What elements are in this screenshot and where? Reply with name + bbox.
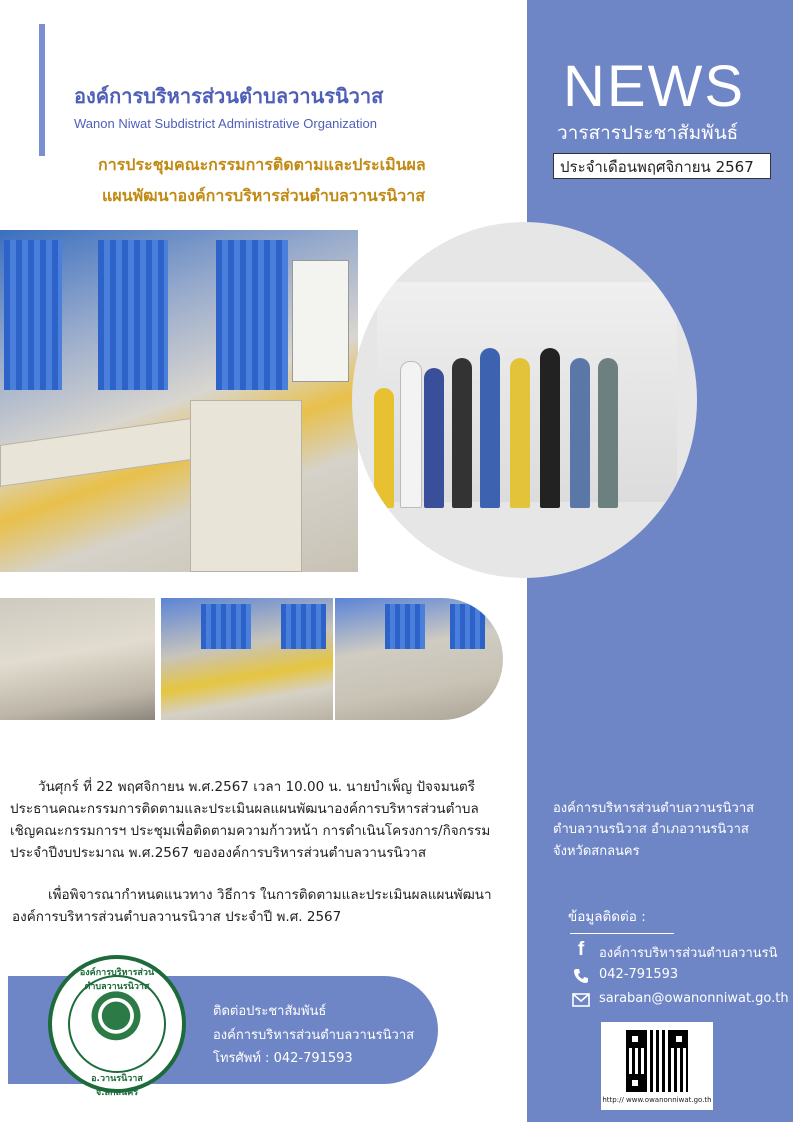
phone-icon <box>572 967 590 985</box>
article-paragraph-1 <box>10 776 520 864</box>
banner-contact-label: ติดต่อประชาสัมพันธ์ <box>213 1004 327 1019</box>
banner-org-name: องค์การบริหารส่วนตำบลวานรนิวาส <box>213 1028 415 1043</box>
address-line-3: จังหวัดสกลนคร <box>553 844 640 859</box>
facebook-icon: f <box>577 939 585 960</box>
contact-heading: ข้อมูลติดต่อ : <box>568 909 646 925</box>
header-accent-bar <box>39 24 45 156</box>
phone-number[interactable]: 042-791593 <box>599 967 679 982</box>
meeting-photo-main <box>0 230 358 572</box>
paragraph-line: เพื่อพิจารณากำหนดแนวทาง วิธีการ ในการติดตามและประเมินผลแผนพัฒนา <box>48 887 492 903</box>
issue-date-box: ประจำเดือนพฤศจิกายน 2567 <box>553 153 771 179</box>
article-paragraph-2 <box>10 884 520 928</box>
paragraph-line: เชิญคณะกรรมการฯ ประชุมเพื่อติดตามความก้าวหน้า การดำเนินโครงการ/กิจกรรม <box>10 823 491 839</box>
meeting-photo-strip-1 <box>0 598 155 720</box>
news-masthead: NEWS <box>563 54 745 119</box>
journal-title: วารสารประชาสัมพันธ์ <box>557 122 739 144</box>
paragraph-line: วันศุกร์ ที่ 22 พฤศจิกายน พ.ศ.2567 เวลา 10.00 น. นายบำเพ็ญ ปัจจมนตรี <box>38 779 475 795</box>
facebook-page-link[interactable]: องค์การบริหารส่วนตำบลวานรนิ <box>599 946 778 961</box>
contact-divider <box>570 933 674 934</box>
seal-text-bottom: อ.วานรนิวาส จ.สกลนคร <box>91 1074 143 1098</box>
website-url: http:// www.owanonniwat.go.th <box>602 1096 712 1104</box>
seal-text-top: องค์การบริหารส่วนตำบลวานรนิวาส <box>79 968 155 992</box>
qr-code-card[interactable] <box>601 1022 713 1110</box>
meeting-photo-strip-2 <box>161 598 333 720</box>
article-title-line-2: แผนพัฒนาองค์การบริหารส่วนตำบลวานรนิวาส <box>102 186 426 205</box>
paragraph-line: องค์การบริหารส่วนตำบลวานรนิวาส ประจำปี พ.ศ. 2567 <box>12 909 342 925</box>
seal-emblem-icon <box>88 991 144 1053</box>
paragraph-line: ประจำปีงบประมาณ พ.ศ.2567 ขององค์การบริหารส่วนตำบลวานรนิวาส <box>10 845 427 861</box>
banner-phone: โทรศัพท์ : 042-791593 <box>213 1051 353 1066</box>
group-photo <box>352 222 697 578</box>
article-title-line-1: การประชุมคณะกรรมการติดตามและประเมินผล <box>98 155 426 174</box>
org-name-thai: องค์การบริหารส่วนตำบลวานรนิวาส <box>74 84 384 108</box>
address-line-1: องค์การบริหารส่วนตำบลวานรนิวาส <box>553 801 755 816</box>
email-address[interactable]: saraban@owanonniwat.go.th <box>599 991 789 1006</box>
meeting-photo-strip-3 <box>335 598 503 720</box>
org-name-english: Wanon Niwat Subdistrict Administrative Organization <box>74 116 377 131</box>
paragraph-line: ประธานคณะกรรมการติดตามและประเมินผลแผนพัฒนาองค์การบริหารส่วนตำบล <box>10 801 479 817</box>
address-line-2: ตำบลวานรนิวาส อำเภอวานรนิวาส <box>553 822 749 837</box>
mail-icon <box>572 993 590 1011</box>
org-seal-logo <box>48 955 186 1098</box>
qr-code <box>626 1030 688 1092</box>
